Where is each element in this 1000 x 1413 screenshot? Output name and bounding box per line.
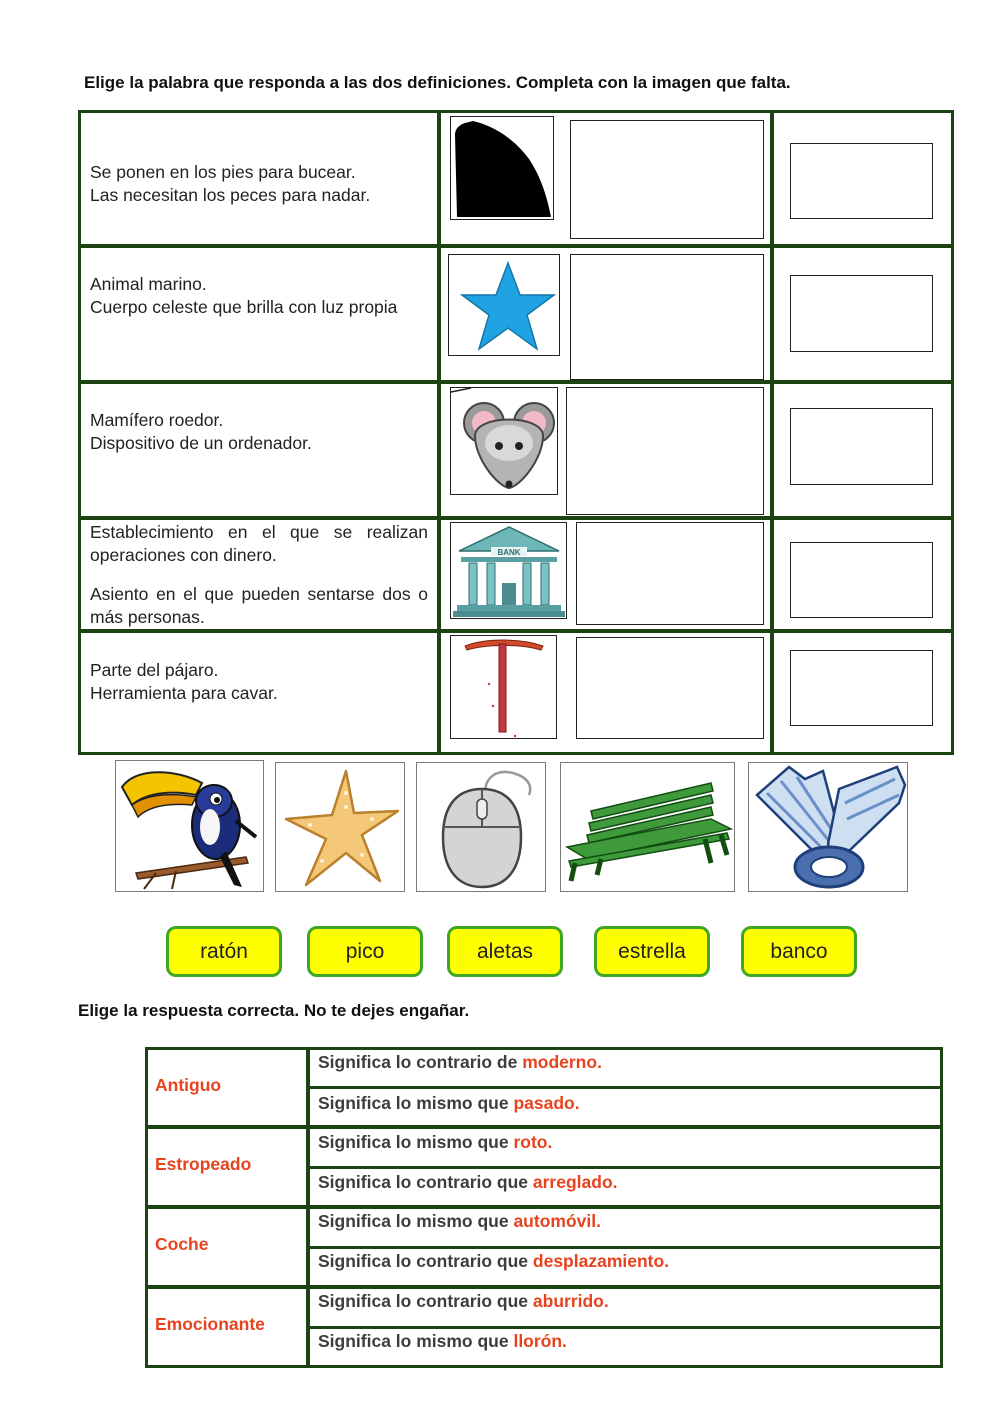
option-text: Significa lo contrario de — [318, 1052, 523, 1072]
instruction-2: Elige la respuesta correcta. No te dejes engañar. — [78, 1001, 470, 1020]
bank-building-icon — [450, 522, 567, 619]
instruction-1: Elige la palabra que responda a las dos definiciones. Completa con la imagen que falta. — [84, 73, 791, 92]
word-coche: Coche — [155, 1234, 209, 1254]
option-2b[interactable] — [318, 1172, 618, 1193]
word-estropeado: Estropeado — [155, 1154, 252, 1174]
starfish-icon[interactable] — [275, 762, 405, 892]
word-drop-slot-5[interactable] — [790, 650, 933, 726]
word-drop-slot-2[interactable] — [790, 275, 933, 352]
option-divider — [306, 1166, 943, 1169]
definition-text: Las necesitan los peces para nadar. — [90, 185, 371, 205]
word-drop-slot-3[interactable] — [790, 408, 933, 485]
option-highlight: automóvil. — [513, 1211, 601, 1231]
col-divider — [770, 110, 774, 755]
option-1b[interactable] — [318, 1093, 580, 1114]
pickaxe-icon — [450, 635, 557, 739]
definition-text: Animal marino. — [90, 274, 207, 294]
option-4b[interactable] — [318, 1331, 567, 1352]
image-drop-slot-3[interactable] — [566, 387, 764, 515]
option-highlight: moderno. — [522, 1052, 602, 1072]
word-chip-estrella[interactable]: estrella — [594, 926, 710, 977]
option-highlight: roto. — [513, 1132, 553, 1152]
swim-fins-icon[interactable] — [748, 762, 908, 892]
computer-mouse-icon[interactable] — [416, 762, 546, 892]
option-text: Significa lo mismo que — [318, 1331, 514, 1351]
definition-text: Cuerpo celeste que brilla con luz propia — [90, 297, 398, 317]
option-highlight: pasado. — [513, 1093, 580, 1113]
definition-text: Asiento en el que pueden sentarse dos o más personas. — [90, 584, 428, 627]
image-drop-slot-1[interactable] — [570, 120, 764, 239]
definition-row-4 — [90, 521, 428, 629]
word-chip-pico[interactable]: pico — [307, 926, 423, 977]
option-highlight: desplazamiento. — [532, 1251, 670, 1271]
definition-text: Se ponen en los pies para bucear. — [90, 162, 356, 182]
option-highlight: arreglado. — [532, 1172, 618, 1192]
definition-row-5 — [90, 659, 428, 705]
image-drop-slot-5[interactable] — [576, 637, 764, 739]
word-chip-banco[interactable]: banco — [741, 926, 857, 977]
image-drop-slot-4[interactable] — [576, 522, 764, 625]
definition-text: Mamífero roedor. — [90, 410, 224, 430]
shark-fin-icon — [450, 116, 554, 220]
definition-text: Herramienta para cavar. — [90, 683, 278, 703]
option-text: Significa lo mismo que — [318, 1093, 514, 1113]
definition-row-1 — [90, 161, 428, 207]
row-divider — [78, 516, 954, 520]
definition-text: Establecimiento en el que se realizan operaciones con dinero. — [90, 522, 428, 565]
option-divider — [306, 1326, 943, 1329]
row-divider — [78, 629, 954, 633]
word-emocionante: Emocionante — [155, 1314, 265, 1334]
definition-text: Parte del pájaro. — [90, 660, 219, 680]
option-divider — [306, 1246, 943, 1249]
group-divider — [145, 1285, 943, 1289]
word-drop-slot-1[interactable] — [790, 143, 933, 219]
option-text: Significa lo mismo que — [318, 1211, 514, 1231]
definition-row-3 — [90, 409, 428, 455]
word-chip-aletas[interactable]: aletas — [447, 926, 563, 977]
word-chip-raton[interactable]: ratón — [166, 926, 282, 977]
row-divider — [78, 380, 954, 384]
word-antiguo: Antiguo — [155, 1075, 222, 1095]
mouse-animal-icon — [450, 387, 558, 495]
bench-icon[interactable] — [560, 762, 735, 892]
star-icon — [448, 254, 560, 356]
definition-text: Dispositivo de un ordenador. — [90, 433, 312, 453]
option-3b[interactable] — [318, 1251, 669, 1272]
option-text: Significa lo contrario que — [318, 1172, 533, 1192]
option-text: Significa lo mismo que — [318, 1132, 514, 1152]
col-divider — [437, 110, 441, 755]
definition-row-2 — [90, 273, 428, 319]
option-4a[interactable] — [318, 1291, 609, 1312]
image-drop-slot-2[interactable] — [570, 254, 764, 380]
group-divider — [145, 1205, 943, 1209]
option-divider — [306, 1086, 943, 1089]
option-3a[interactable] — [318, 1211, 601, 1232]
toucan-bird-icon[interactable] — [115, 760, 264, 892]
option-text: Significa lo contrario que — [318, 1291, 533, 1311]
option-highlight: llorón. — [513, 1331, 567, 1351]
word-drop-slot-4[interactable] — [790, 542, 933, 618]
option-text: Significa lo contrario que — [318, 1251, 533, 1271]
option-1a[interactable] — [318, 1052, 602, 1073]
bank-sign-text: BANK — [497, 548, 521, 557]
row-divider — [78, 244, 954, 248]
option-2a[interactable] — [318, 1132, 552, 1153]
option-highlight: aburrido. — [532, 1291, 609, 1311]
group-divider — [145, 1125, 943, 1129]
